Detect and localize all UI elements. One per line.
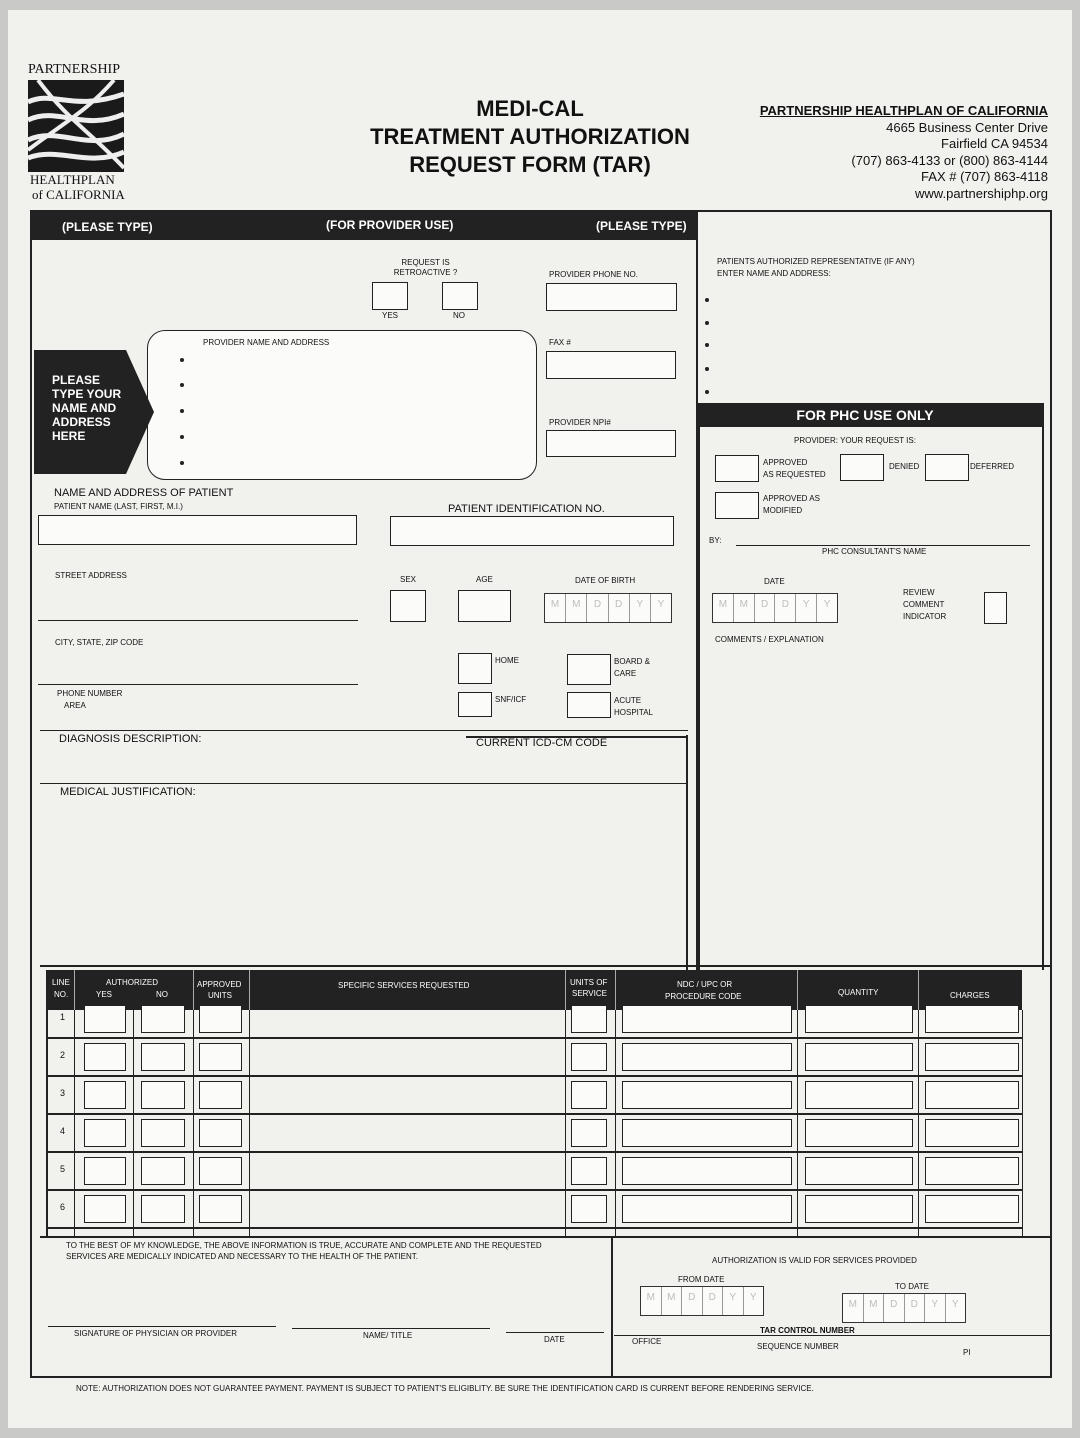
physician-signature-line[interactable] xyxy=(48,1326,276,1327)
quantity-field[interactable] xyxy=(805,1081,913,1109)
logo-weave-icon xyxy=(28,80,124,172)
approved-as-requested-label-1: APPROVED xyxy=(763,458,808,467)
dob-label: DATE OF BIRTH xyxy=(575,576,636,585)
logo-text-middle: HEALTHPLAN xyxy=(30,172,115,187)
logo-text-top: PARTNERSHIP xyxy=(28,62,121,77)
phc-comments-label: COMMENTS / EXPLANATION xyxy=(715,635,824,644)
header-separator xyxy=(249,970,250,1010)
arrow-text-line3: NAME AND xyxy=(52,401,117,415)
divider xyxy=(40,730,688,731)
charges-field[interactable] xyxy=(925,1043,1019,1071)
header-separator xyxy=(74,970,75,1010)
quantity-field[interactable] xyxy=(805,1043,913,1071)
divider xyxy=(40,965,1052,967)
approved-units-field[interactable] xyxy=(199,1043,242,1071)
review-label-3: INDICATOR xyxy=(903,612,947,621)
charges-field[interactable] xyxy=(925,1005,1019,1033)
patient-name-field[interactable] xyxy=(38,515,357,545)
icd-code-label: CURRENT ICD-CM CODE xyxy=(476,737,608,749)
header-please-type-right: (PLEASE TYPE) xyxy=(596,219,687,233)
row-number: 5 xyxy=(60,1164,66,1174)
charges-field[interactable] xyxy=(925,1195,1019,1223)
patient-name-label: PATIENT NAME (LAST, FIRST, M.I.) xyxy=(54,502,183,511)
to-date-label: TO DATE xyxy=(895,1282,929,1291)
approved-as-requested-label-2: AS REQUESTED xyxy=(763,470,826,479)
bullet xyxy=(705,390,709,394)
review-comment-indicator-field[interactable] xyxy=(984,592,1007,624)
review-label-2: COMMENT xyxy=(903,600,945,609)
street-address-field[interactable] xyxy=(38,620,358,621)
approved-units-field[interactable] xyxy=(199,1157,242,1185)
acute-hospital-checkbox[interactable] xyxy=(567,692,611,718)
approved-units-field[interactable] xyxy=(199,1081,242,1109)
column-divider-lower xyxy=(686,735,688,970)
sex-label: SEX xyxy=(400,575,417,584)
phc-provider-request-label: PROVIDER: YOUR REQUEST IS: xyxy=(794,436,916,445)
col-authorized-yes: YES xyxy=(96,990,113,999)
name-title-label: NAME/ TITLE xyxy=(363,1331,413,1340)
divider xyxy=(40,783,688,784)
authorized-yes-field[interactable] xyxy=(84,1195,126,1223)
row-number: 4 xyxy=(60,1126,66,1136)
from-date-field[interactable]: M M D D Y Y xyxy=(640,1286,764,1316)
provider-fax-label: FAX # xyxy=(549,338,571,347)
approved-as-modified-label-1: APPROVED AS xyxy=(763,494,820,503)
header-separator xyxy=(918,970,919,1010)
patient-id-label: PATIENT IDENTIFICATION NO. xyxy=(448,503,605,515)
retroactive-label: REQUEST IS RETROACTIVE ? xyxy=(393,258,458,277)
row-number: 6 xyxy=(60,1202,66,1212)
retroactive-yes-checkbox[interactable] xyxy=(372,282,408,310)
org-phone: (707) 863-4133 or (800) 863-4144 xyxy=(851,153,1048,168)
row-number: 3 xyxy=(60,1088,66,1098)
rep-label-line2: ENTER NAME AND ADDRESS: xyxy=(717,269,831,278)
authorized-no-field[interactable] xyxy=(141,1043,185,1071)
authorized-yes-field[interactable] xyxy=(84,1081,126,1109)
patient-heading: NAME AND ADDRESS OF PATIENT xyxy=(54,487,234,499)
authorized-no-field[interactable] xyxy=(141,1195,185,1223)
provider-npi-label: PROVIDER NPI# xyxy=(549,418,611,427)
procedure-code-field[interactable] xyxy=(622,1081,792,1109)
col-ndc-1: NDC / UPC OR xyxy=(677,980,733,989)
authorized-yes-field[interactable] xyxy=(84,1157,126,1185)
approved-as-modified-label-2: MODIFIED xyxy=(763,506,803,515)
form-title-line1: MEDI-CAL xyxy=(476,96,584,121)
age-field[interactable] xyxy=(458,590,511,622)
review-label-1: REVIEW xyxy=(903,588,935,597)
phc-title: FOR PHC USE ONLY xyxy=(796,407,934,423)
authorized-yes-field[interactable] xyxy=(84,1119,126,1147)
retroactive-yes-label: YES xyxy=(382,311,399,320)
sex-field[interactable] xyxy=(390,590,426,622)
retroactive-no-checkbox[interactable] xyxy=(442,282,478,310)
units-of-service-field[interactable] xyxy=(571,1081,607,1109)
phc-consultant-label: PHC CONSULTANT'S NAME xyxy=(822,547,927,556)
procedure-code-field[interactable] xyxy=(622,1195,792,1223)
column-line xyxy=(133,1010,134,1238)
retroactive-no-label: NO xyxy=(453,311,465,320)
header-for-provider-use: (FOR PROVIDER USE) xyxy=(326,218,454,232)
org-address2: Fairfield CA 94534 xyxy=(941,136,1048,151)
procedure-code-field[interactable] xyxy=(622,1119,792,1147)
units-of-service-field[interactable] xyxy=(571,1195,607,1223)
approved-units-field[interactable] xyxy=(199,1119,242,1147)
denied-label: DENIED xyxy=(889,462,920,471)
bullet xyxy=(180,461,184,465)
quantity-field[interactable] xyxy=(805,1119,913,1147)
patient-id-field[interactable] xyxy=(390,516,674,546)
arrow-text-line4: ADDRESS xyxy=(52,415,111,429)
column-line xyxy=(193,1010,194,1238)
provider-phone-label: PROVIDER PHONE NO. xyxy=(549,270,638,279)
authorized-no-field[interactable] xyxy=(141,1119,185,1147)
provider-name-address-field[interactable] xyxy=(147,330,537,480)
footer-divider xyxy=(611,1236,613,1378)
divider xyxy=(40,1236,1052,1238)
from-date-label: FROM DATE xyxy=(678,1275,725,1284)
org-address1: 4665 Business Center Drive xyxy=(886,120,1048,135)
column-line xyxy=(565,1010,566,1238)
pi-label: PI xyxy=(963,1348,971,1357)
org-fax: FAX # (707) 863-4118 xyxy=(921,169,1048,184)
sequence-number-label: SEQUENCE NUMBER xyxy=(757,1342,839,1351)
arrow-text-line1: PLEASE xyxy=(52,373,101,387)
column-line xyxy=(1022,1010,1023,1238)
bullet xyxy=(705,343,709,347)
units-of-service-field[interactable] xyxy=(571,1043,607,1071)
logo-text-bottom: of CALIFORNIA xyxy=(32,187,125,202)
col-line-no-2: NO. xyxy=(54,990,69,999)
acute-hospital-label-2: HOSPITAL xyxy=(614,708,653,717)
header-separator xyxy=(797,970,798,1010)
home-checkbox[interactable] xyxy=(458,653,492,684)
board-care-label-1: BOARD & xyxy=(614,657,651,666)
deferred-checkbox[interactable] xyxy=(925,454,969,481)
bullet xyxy=(180,358,184,362)
arrow-text-line5: HERE xyxy=(52,429,86,443)
column-line xyxy=(797,1010,798,1238)
authorized-no-field[interactable] xyxy=(141,1081,185,1109)
col-quantity: QUANTITY xyxy=(838,988,879,997)
phone-label: PHONE NUMBER xyxy=(57,689,123,698)
org-name: PARTNERSHIP HEALTHPLAN OF CALIFORNIA xyxy=(759,103,1048,118)
approved-units-field[interactable] xyxy=(199,1195,242,1223)
validity-label: AUTHORIZATION IS VALID FOR SERVICES PROVIDED xyxy=(712,1256,917,1265)
phc-date-label: DATE xyxy=(764,577,785,586)
snf-icf-label: SNF/ICF xyxy=(495,695,527,704)
quantity-field[interactable] xyxy=(805,1005,913,1033)
approved-as-modified-checkbox[interactable] xyxy=(715,492,759,519)
deferred-label: DEFERRED xyxy=(970,462,1015,471)
col-units-of-service-2: SERVICE xyxy=(572,989,607,998)
column-line xyxy=(615,1010,616,1238)
street-address-label: STREET ADDRESS xyxy=(55,571,127,580)
medical-justification-label: MEDICAL JUSTIFICATION: xyxy=(60,786,196,798)
acute-hospital-label-1: ACUTE xyxy=(614,696,642,705)
home-label: HOME xyxy=(495,656,519,665)
phc-by-label: BY: xyxy=(709,536,722,545)
attestation-line2: SERVICES ARE MEDICALLY INDICATED AND NECESSARY TO THE HEALTH OF THE PATIENT. xyxy=(66,1252,418,1261)
header-separator xyxy=(615,970,616,1010)
bullet xyxy=(705,298,709,302)
units-of-service-field[interactable] xyxy=(571,1005,607,1033)
bullet xyxy=(705,367,709,371)
row-number: 1 xyxy=(60,1012,66,1022)
col-approved-units-2: UNITS xyxy=(208,991,232,1000)
col-approved-units-1: APPROVED xyxy=(197,980,242,989)
authorized-yes-field[interactable] xyxy=(84,1005,126,1033)
header-separator xyxy=(193,970,194,1010)
city-state-zip-label: CITY, STATE, ZIP CODE xyxy=(55,638,144,647)
quantity-field[interactable] xyxy=(805,1157,913,1185)
col-units-of-service-1: UNITS OF xyxy=(570,978,608,987)
form-title-line3: REQUEST FORM (TAR) xyxy=(409,152,651,177)
units-of-service-field[interactable] xyxy=(571,1119,607,1147)
office-label: OFFICE xyxy=(632,1337,662,1346)
phc-border-right xyxy=(1042,427,1044,970)
attestation-line1: TO THE BEST OF MY KNOWLEDGE, THE ABOVE INFORMATION IS TRUE, ACCURATE AND COMPLETE AND THE REQUESTED xyxy=(66,1241,542,1250)
phone-area-label: AREA xyxy=(64,701,86,710)
header-separator xyxy=(565,970,566,1010)
arrow-text-line2: TYPE YOUR xyxy=(52,387,122,401)
procedure-code-field[interactable] xyxy=(622,1005,792,1033)
column-line xyxy=(74,1010,75,1238)
approved-units-field[interactable] xyxy=(199,1005,242,1033)
col-authorized: AUTHORIZED xyxy=(106,978,158,987)
tar-control-number-line[interactable] xyxy=(614,1335,1052,1336)
bullet xyxy=(180,435,184,439)
charges-field[interactable] xyxy=(925,1157,1019,1185)
charges-field[interactable] xyxy=(925,1081,1019,1109)
units-of-service-field[interactable] xyxy=(571,1157,607,1185)
signature-date-line[interactable] xyxy=(506,1332,604,1333)
board-care-checkbox[interactable] xyxy=(567,654,611,685)
row-number: 2 xyxy=(60,1050,66,1060)
approved-as-requested-checkbox[interactable] xyxy=(715,455,759,482)
col-specific-services: SPECIFIC SERVICES REQUESTED xyxy=(338,981,470,990)
provider-npi-field[interactable] xyxy=(546,430,676,457)
signature-label: SIGNATURE OF PHYSICIAN OR PROVIDER xyxy=(74,1329,237,1338)
procedure-code-field[interactable] xyxy=(622,1043,792,1071)
phc-border-left xyxy=(698,427,700,970)
rep-label-line1: PATIENTS AUTHORIZED REPRESENTATIVE (IF ANY) xyxy=(717,257,915,266)
city-state-zip-field[interactable] xyxy=(38,684,358,685)
snf-icf-checkbox[interactable] xyxy=(458,692,492,717)
dob-field[interactable]: M M D D Y Y xyxy=(544,593,672,623)
quantity-field[interactable] xyxy=(805,1195,913,1223)
provider-phone-field[interactable] xyxy=(546,283,677,311)
form-title-line2: TREATMENT AUTHORIZATION xyxy=(370,124,690,149)
provider-name-address-label: PROVIDER NAME AND ADDRESS xyxy=(203,338,330,347)
phc-date-field[interactable]: M M D D Y Y xyxy=(712,593,838,623)
age-label: AGE xyxy=(476,575,493,584)
col-authorized-no: NO xyxy=(156,990,168,999)
bullet xyxy=(705,321,709,325)
authorized-yes-field[interactable] xyxy=(84,1043,126,1071)
procedure-code-field[interactable] xyxy=(622,1157,792,1185)
signature-date-label: DATE xyxy=(544,1335,565,1344)
board-care-label-2: CARE xyxy=(614,669,637,678)
denied-checkbox[interactable] xyxy=(840,454,884,481)
provider-fax-field[interactable] xyxy=(546,351,676,379)
tar-control-number-label: TAR CONTROL NUMBER xyxy=(760,1326,855,1335)
col-ndc-2: PROCEDURE CODE xyxy=(665,992,742,1001)
column-line xyxy=(249,1010,250,1238)
bullet xyxy=(180,409,184,413)
table-border-left xyxy=(46,970,48,1238)
org-website: www.partnershiphp.org xyxy=(915,186,1048,201)
consultant-signature-line[interactable] xyxy=(736,545,1030,546)
header-please-type-left: (PLEASE TYPE) xyxy=(62,220,153,234)
column-line xyxy=(918,1010,919,1238)
col-line-no-1: LINE xyxy=(52,978,70,987)
charges-field[interactable] xyxy=(925,1119,1019,1147)
payment-note: NOTE: AUTHORIZATION DOES NOT GUARANTEE PAYMENT. PAYMENT IS SUBJECT TO PATIENT'S ELIGIBLITY. BE SURE THE IDENTIFICATION CARD IS CURRENT BEFORE RENDERING SERVICE. xyxy=(76,1384,814,1393)
to-date-field[interactable]: M M D D Y Y xyxy=(842,1293,966,1323)
authorized-no-field[interactable] xyxy=(141,1005,185,1033)
authorized-no-field[interactable] xyxy=(141,1157,185,1185)
bullet xyxy=(180,383,184,387)
diagnosis-label: DIAGNOSIS DESCRIPTION: xyxy=(59,733,202,745)
name-title-line[interactable] xyxy=(292,1328,490,1329)
col-charges: CHARGES xyxy=(950,991,990,1000)
